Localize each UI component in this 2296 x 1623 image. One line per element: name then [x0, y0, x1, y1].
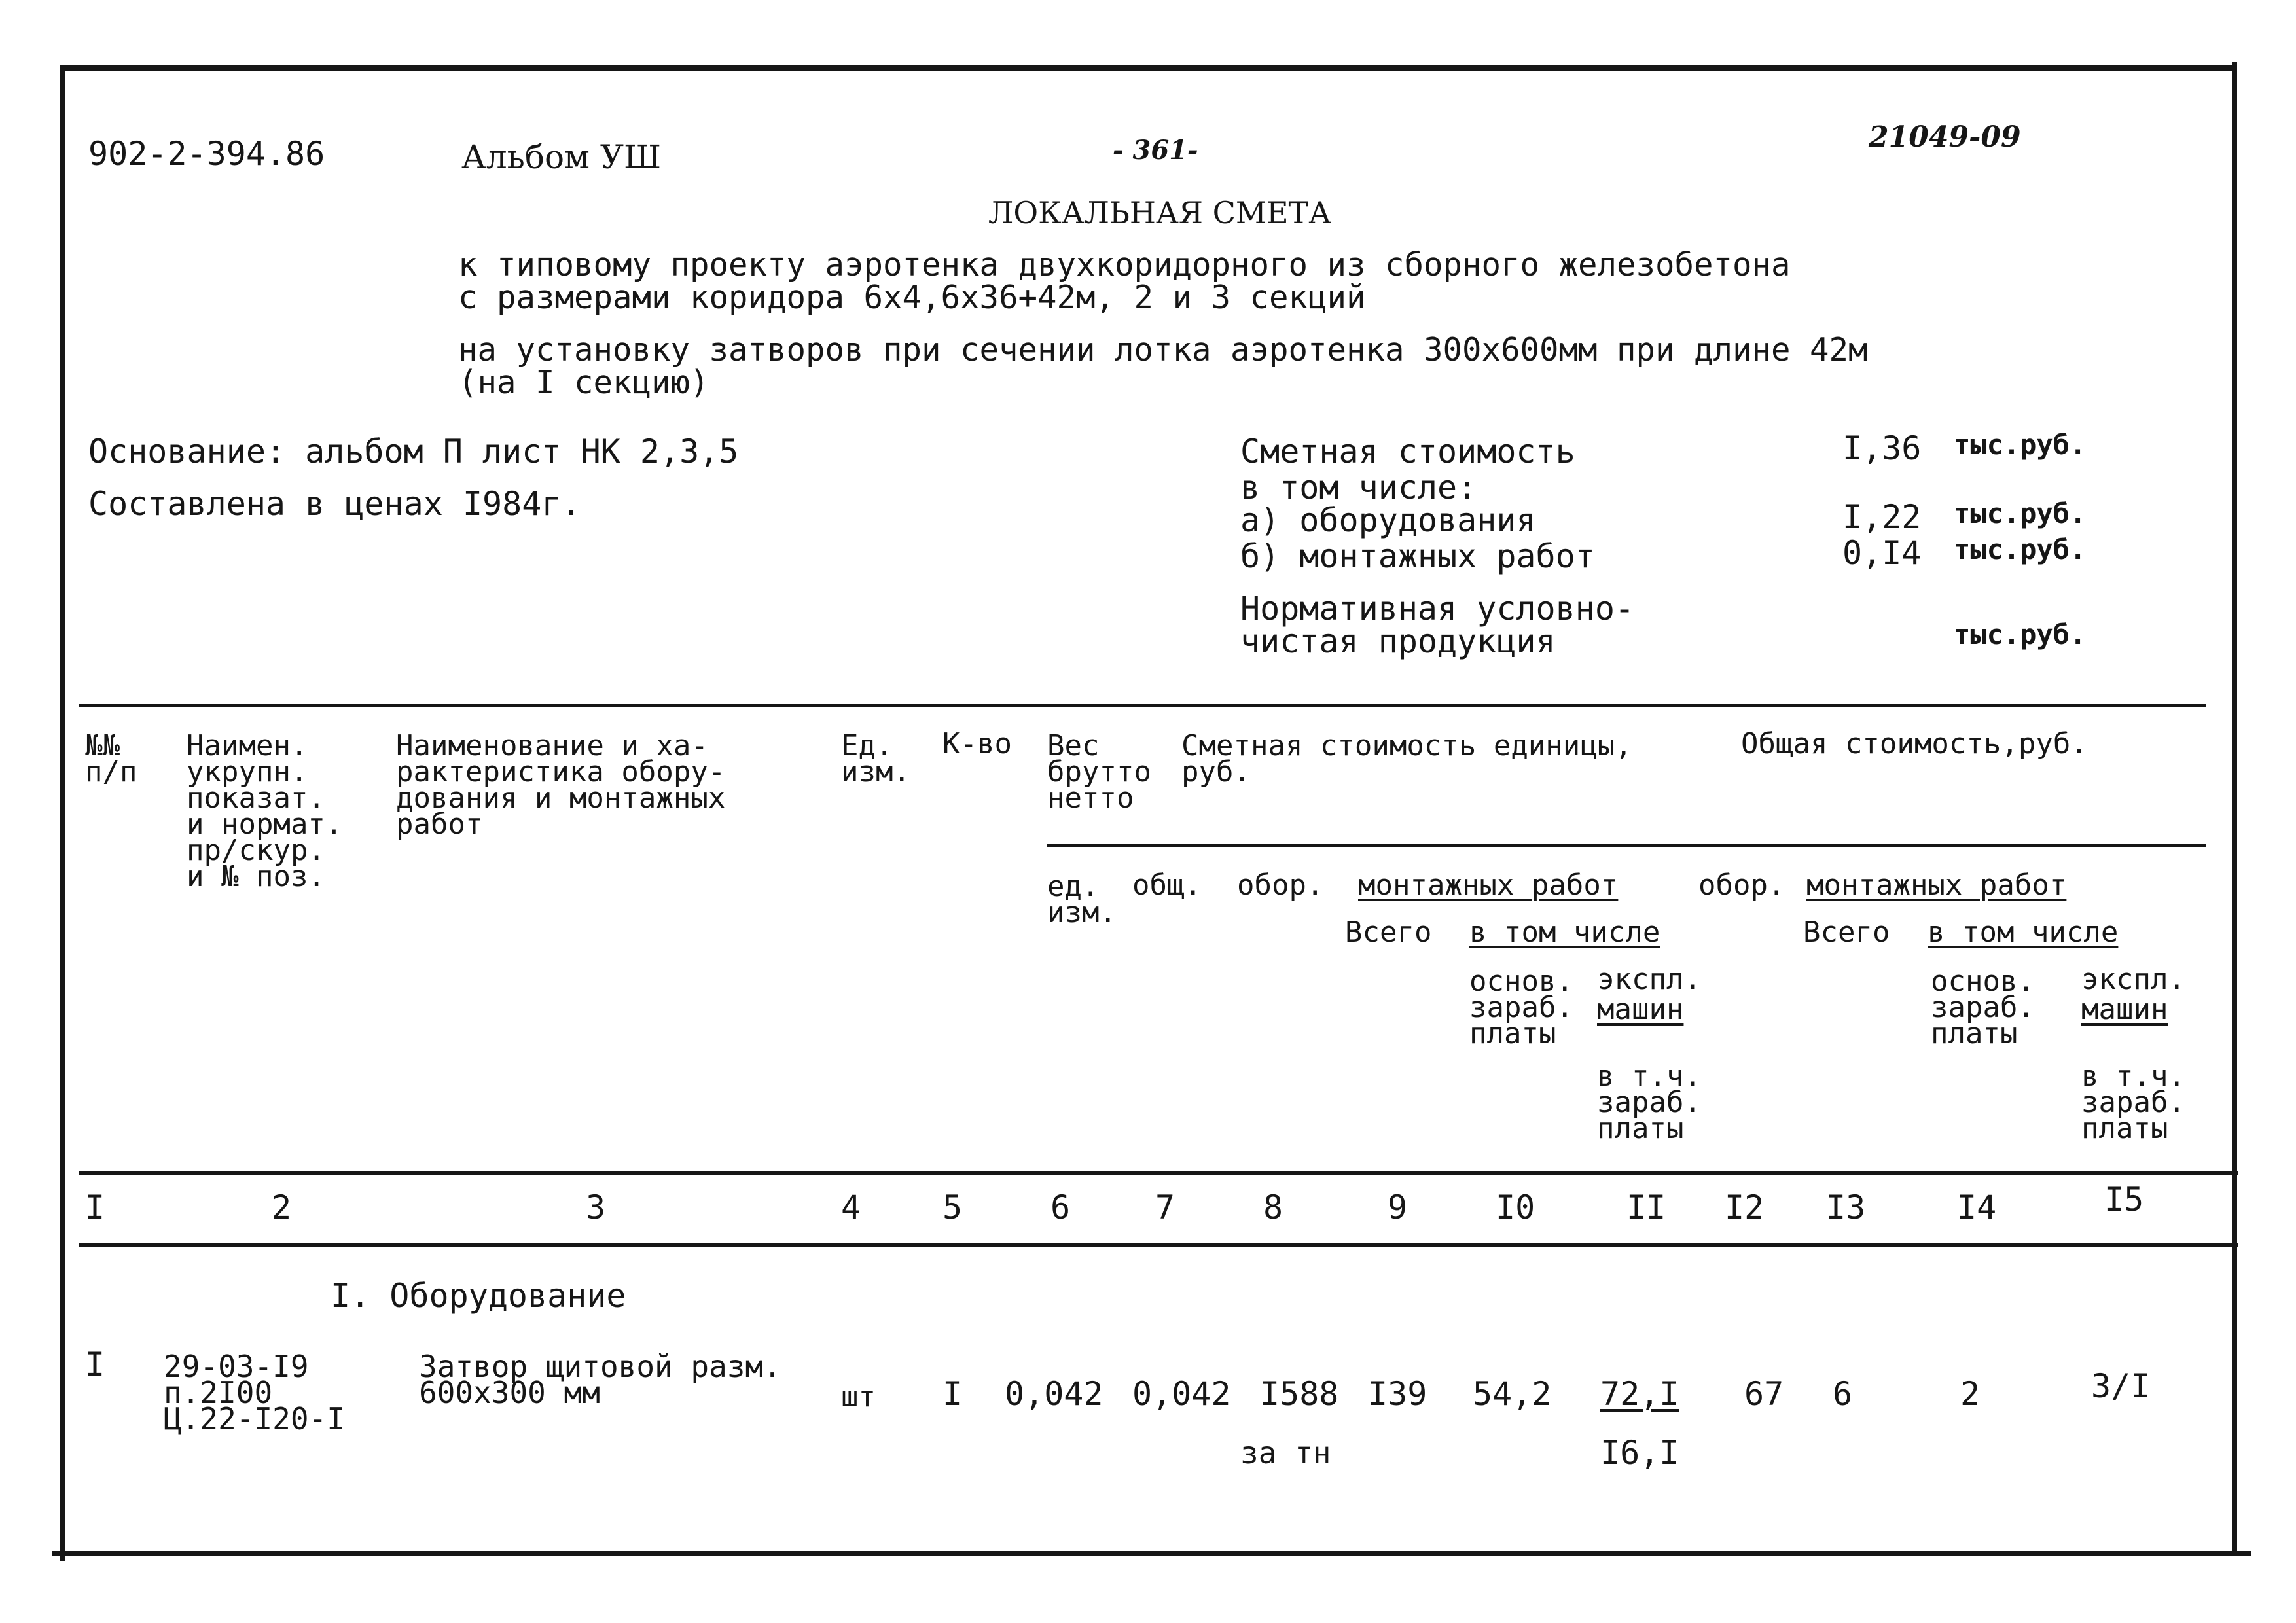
frame-bottom — [52, 1551, 2251, 1556]
page-number: - 361- — [1113, 135, 1198, 166]
row-total-base-salary: 2 — [1960, 1375, 1981, 1413]
equipment-cost-label: а) оборудования — [1240, 501, 1536, 539]
row-equipment-note: за тн — [1240, 1435, 1331, 1471]
header-unit-equipment: обор. — [1237, 868, 1324, 902]
row-total-installation: 6 — [1833, 1375, 1853, 1413]
column-number: I2 — [1725, 1188, 1765, 1226]
header-col-3: Наименование и ха- рактеристика обору- дования и монтажных работ — [396, 729, 726, 841]
row-equipment-unit-cost: I588 — [1260, 1375, 1339, 1413]
normative-unit: тыс.руб. — [1954, 618, 2087, 651]
header-unit-cost: Сметная стоимость единицы, руб. — [1181, 729, 1632, 789]
row-installation-machine-salary: I6,I — [1600, 1434, 1679, 1472]
header-col-1: №№ п/п — [85, 729, 137, 789]
header-sum-base-salary: основ. зараб. платы — [1931, 965, 2035, 1050]
equipment-cost-unit: тыс.руб. — [1954, 497, 2087, 529]
header-col-5: К-во — [942, 727, 1012, 760]
estimate-cost-unit: тыс.руб. — [1954, 429, 2087, 461]
document-title: ЛОКАЛЬНАЯ СМЕТА — [988, 195, 1332, 230]
table-header-bottom-rule — [79, 1171, 2238, 1175]
header-weight: Вес брутто нетто — [1047, 729, 1151, 815]
document-number: 21049-09 — [1869, 120, 2021, 154]
header-weight-unit: ед. изм. — [1047, 870, 1117, 929]
frame-right — [2232, 62, 2237, 1556]
row-total-equipment: 67 — [1744, 1375, 1784, 1413]
column-number: I — [85, 1188, 105, 1226]
row-name: Затвор щитовой разм. 600х300 мм — [419, 1349, 781, 1410]
row-installation-machines: 72,I — [1600, 1375, 1679, 1413]
basis-line: Основание: альбом П лист НК 2,3,5 — [88, 433, 739, 471]
header-unit-machines: машин — [1597, 993, 1684, 1026]
group-header-rule — [1047, 844, 2206, 847]
header-unit-machine-salary: в т.ч. зараб. платы — [1597, 1060, 1701, 1145]
column-number: I5 — [2104, 1181, 2144, 1219]
header-sum-machine-salary: в т.ч. зараб. платы — [2081, 1060, 2185, 1145]
subtitle-line-4: (на I секцию) — [458, 364, 709, 401]
column-number: 7 — [1155, 1188, 1175, 1226]
column-numbers-bottom-rule — [79, 1243, 2238, 1247]
installation-cost-value: 0,I4 — [1842, 534, 1922, 572]
row-weight-total: 0,042 — [1132, 1375, 1231, 1413]
column-number: 8 — [1263, 1188, 1283, 1226]
header-unit-total: Всего — [1345, 916, 1432, 949]
row-quantity: I — [942, 1375, 963, 1413]
column-number: 6 — [1050, 1188, 1071, 1226]
row-weight-unit: 0,042 — [1005, 1375, 1103, 1413]
header-unit-including: в том числе — [1469, 916, 1660, 949]
row-code: 29-03-I9 п.2I00 Ц.22-I20-I — [164, 1349, 345, 1436]
row-total-machines: 3/I — [2091, 1367, 2151, 1405]
column-number: 4 — [841, 1188, 861, 1226]
equipment-cost-value: I,22 — [1842, 498, 1922, 536]
estimate-cost-label: Сметная стоимость — [1240, 433, 1575, 471]
normative-label-1: Нормативная условно- — [1240, 590, 1635, 628]
header-sum-total: Всего — [1803, 916, 1890, 949]
header-unit-operation: экспл. — [1597, 963, 1701, 996]
row-installation-base-salary: 54,2 — [1473, 1375, 1552, 1413]
header-sum-machines: машин — [2081, 993, 2168, 1026]
row-installation-total: I39 — [1368, 1375, 1427, 1413]
frame-top — [62, 65, 2235, 71]
including-label: в том числе: — [1240, 469, 1477, 507]
subtitle-line-1: к типовому проекту аэротенка двухкоридорного из сборного железобетона — [458, 246, 1791, 283]
header-unit-base-salary: основ. зараб. платы — [1469, 965, 1573, 1050]
normative-label-2: чистая продукция — [1240, 622, 1556, 660]
column-number: 9 — [1388, 1188, 1408, 1226]
header-total-cost: Общая стоимость,руб. — [1741, 727, 2088, 760]
subtitle-line-2: с размерами коридора 6х4,6х36+42м, 2 и 3 секций — [458, 279, 1366, 316]
column-number: 5 — [942, 1188, 963, 1226]
column-number: I0 — [1496, 1188, 1535, 1226]
header-col-4: Ед. изм. — [841, 729, 910, 789]
header-sum-including: в том числе — [1928, 916, 2119, 949]
header-sum-operation: экспл. — [2081, 963, 2185, 996]
header-total-equipment: обор. — [1698, 868, 1785, 902]
column-number: 3 — [586, 1188, 606, 1226]
estimate-cost-value: I,36 — [1842, 429, 1922, 467]
frame-left — [60, 65, 65, 1561]
header-col-2: Наимен. укрупн. показат. и нормат. пр/скур. и № поз. — [187, 729, 343, 893]
project-code: 902-2-394.86 — [88, 135, 325, 173]
column-number: 2 — [272, 1188, 292, 1226]
installation-cost-unit: тыс.руб. — [1954, 533, 2087, 565]
header-unit-installation: монтажных работ — [1358, 868, 1619, 902]
header-weight-total: общ. — [1132, 868, 1202, 902]
column-number: II — [1626, 1188, 1666, 1226]
row-number: I — [85, 1346, 105, 1383]
subtitle-line-3: на установку затворов при сечении лотка аэротенка 300х600мм при длине 42м — [458, 331, 1868, 368]
album-label: Альбом УШ — [461, 138, 662, 176]
row-unit: шт — [841, 1380, 876, 1414]
header-total-installation: монтажных работ — [1806, 868, 2067, 902]
installation-cost-label: б) монтажных работ — [1240, 537, 1595, 575]
table-top-rule — [79, 704, 2206, 707]
column-number: I4 — [1957, 1188, 1997, 1226]
section-title: I. Оборудование — [331, 1277, 626, 1315]
column-number: I3 — [1826, 1188, 1866, 1226]
prices-line: Составлена в ценах I984г. — [88, 485, 581, 523]
